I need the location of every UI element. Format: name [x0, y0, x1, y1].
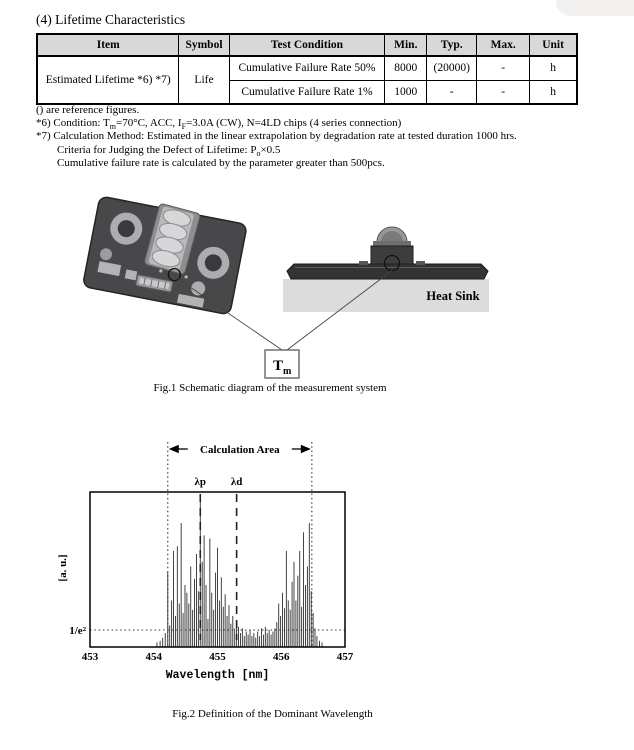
fig1-caption: Fig.1 Schematic diagram of the measurement system	[153, 382, 387, 394]
max-cell: -	[477, 56, 530, 80]
col-header-item: Item	[37, 34, 179, 56]
col-header-test-condition: Test Condition	[229, 34, 385, 56]
footnotes	[36, 104, 517, 170]
min-cell: 1000	[385, 80, 427, 104]
col-header-min: Min.	[385, 34, 427, 56]
col-header-max: Max.	[477, 34, 530, 56]
max-cell: -	[477, 80, 530, 104]
scan-artifact	[556, 0, 634, 16]
fig1-schematic	[55, 182, 495, 392]
fig2-spectrum-chart	[40, 438, 380, 698]
note-7-calculation-method: *7) Calculation Method: Estimated in the linear extrapolation by degradation rate at tested duration 1000 hrs.	[36, 130, 517, 143]
lifetime-characteristics-table	[36, 33, 578, 105]
col-header-unit: Unit	[530, 34, 577, 56]
lambda-p-label: λp	[194, 476, 207, 488]
x-tick-label: 453	[81, 651, 99, 663]
table-row	[37, 56, 577, 80]
section-title: (4) Lifetime Characteristics	[36, 12, 186, 27]
note-reference-figures: () are reference figures.	[36, 104, 140, 116]
arrowhead-left	[169, 445, 179, 453]
y-axis-label: [a. u.]	[57, 554, 69, 582]
arrowhead-right	[301, 445, 311, 453]
module-base-plate	[287, 264, 488, 279]
unit-cell: h	[530, 80, 577, 104]
ld-module-top-view	[82, 192, 248, 315]
min-cell: 8000	[385, 56, 427, 80]
item-cell: Estimated Lifetime *6) *7)	[37, 56, 179, 104]
x-tick-label: 457	[336, 651, 354, 663]
ld-module-side-view	[283, 227, 489, 312]
threshold-label: 1/e²	[69, 625, 86, 637]
unit-cell: h	[530, 56, 577, 80]
fig2-caption: Fig.2 Definition of the Dominant Wavelength	[172, 708, 373, 720]
x-axis-label: Wavelength [nm]	[165, 669, 270, 682]
lambda-d-label: λd	[230, 476, 243, 488]
x-tick-label: 454	[145, 651, 162, 663]
note-7-cumulative: Cumulative failure rate is calculated by the parameter greater than 500pcs.	[57, 156, 385, 169]
col-header-typ: Typ.	[427, 34, 477, 56]
col-header-symbol: Symbol	[179, 34, 229, 56]
tm-label: $T_m$	[273, 358, 292, 377]
typ-cell: -	[427, 80, 477, 104]
calculation-area-label: Calculation Area	[200, 444, 280, 456]
heat-sink-label: Heat Sink	[426, 289, 480, 303]
symbol-cell: Life	[179, 56, 229, 104]
test-condition-cell: Cumulative Failure Rate 1%	[229, 80, 385, 104]
test-condition-cell: Cumulative Failure Rate 50%	[229, 56, 385, 80]
x-tick-label: 455	[209, 651, 226, 663]
note-7-criteria: Criteria for Judging the Defect of Lifetime: $P_o\times 0.5$	[57, 143, 281, 158]
typ-cell: (20000)	[427, 56, 477, 80]
spectrum-layer	[82, 442, 354, 663]
table-header-row	[37, 34, 577, 56]
x-tick-label: 456	[273, 651, 290, 663]
note-6-condition: *6) Condition: $T_m=70^\circ C$, ACC, $I_F=3.0A$ (CW), N=4LD chips (4 series connection)	[36, 117, 402, 132]
